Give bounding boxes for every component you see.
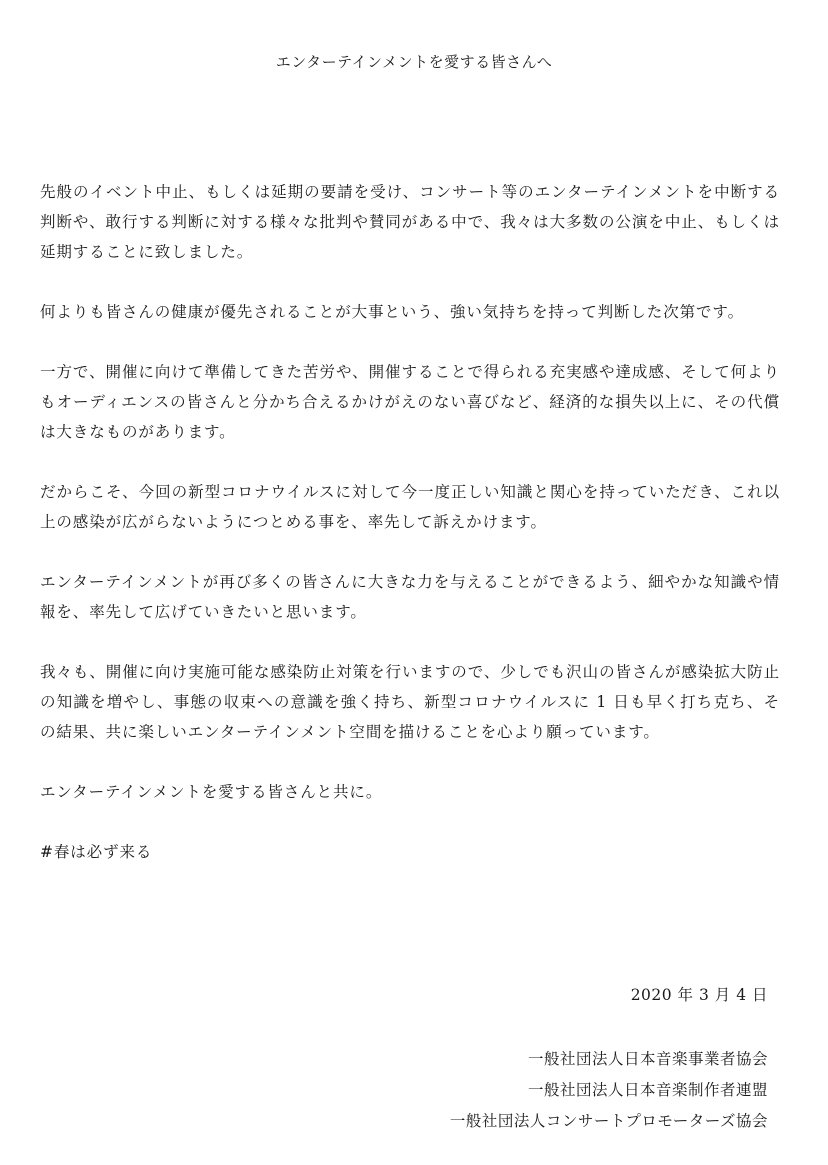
paragraph-5: エンターテインメントが再び多くの皆さんに大きな力を与えることができるよう、細やかな知識や情報を、率先して広げていきたいと思います。 xyxy=(40,573,780,621)
document-body xyxy=(40,177,780,867)
paragraph-6: 我々も、開催に向け実施可能な感染防止対策を行いますので、少しでも沢山の皆さんが感染拡大防止の知識を増やし、事態の収束への意識を強く持ち、新型コロナウイルスに 1 日も早く打ち克ち、その結果、共に楽しいエンターテインメント空間を描けることを心より願っています。 xyxy=(40,663,780,741)
document-title: エンターテインメントを愛する皆さんへ xyxy=(275,53,553,71)
hashtag: #春は必ず来る xyxy=(40,843,153,861)
closing-line: エンターテインメントを愛する皆さんと共に。 xyxy=(40,783,383,801)
paragraph-1: 先般のイベント中止、もしくは延期の要請を受け、コンサート等のエンターテインメントを中断する判断や、敢行する判断に対する様々な批判や賛同がある中で、我々は大多数の公演を中止、もしくは延期することに致しました。 xyxy=(40,183,780,261)
organization-1: 一般社団法人日本音楽事業者協会 xyxy=(527,1050,768,1068)
paragraph-4: だからこそ、今回の新型コロナウイルスに対して今一度正しい知識と関心を持っていただき、これ以上の感染が広がらないようにつとめる事を、率先して訴えかけます。 xyxy=(40,483,780,531)
paragraph-3: 一方で、開催に向けて準備してきた苦労や、開催することで得られる充実感や達成感、そして何よりもオーディエンスの皆さんと分かち合えるかけがえのない喜びなど、経済的な損失以上に、その代償は大きなものがあります。 xyxy=(40,363,780,441)
paragraph-2: 何よりも皆さんの健康が優先されることが大事という、強い気持ちを持って判断した次第です。 xyxy=(40,303,744,321)
organization-2: 一般社団法人日本音楽制作者連盟 xyxy=(527,1081,768,1099)
organization-3: 一般社団法人コンサートプロモーターズ協会 xyxy=(449,1112,768,1130)
document-date: 2020 年 3 月 4 日 xyxy=(630,986,768,1004)
signatory-organizations xyxy=(450,1044,768,1137)
